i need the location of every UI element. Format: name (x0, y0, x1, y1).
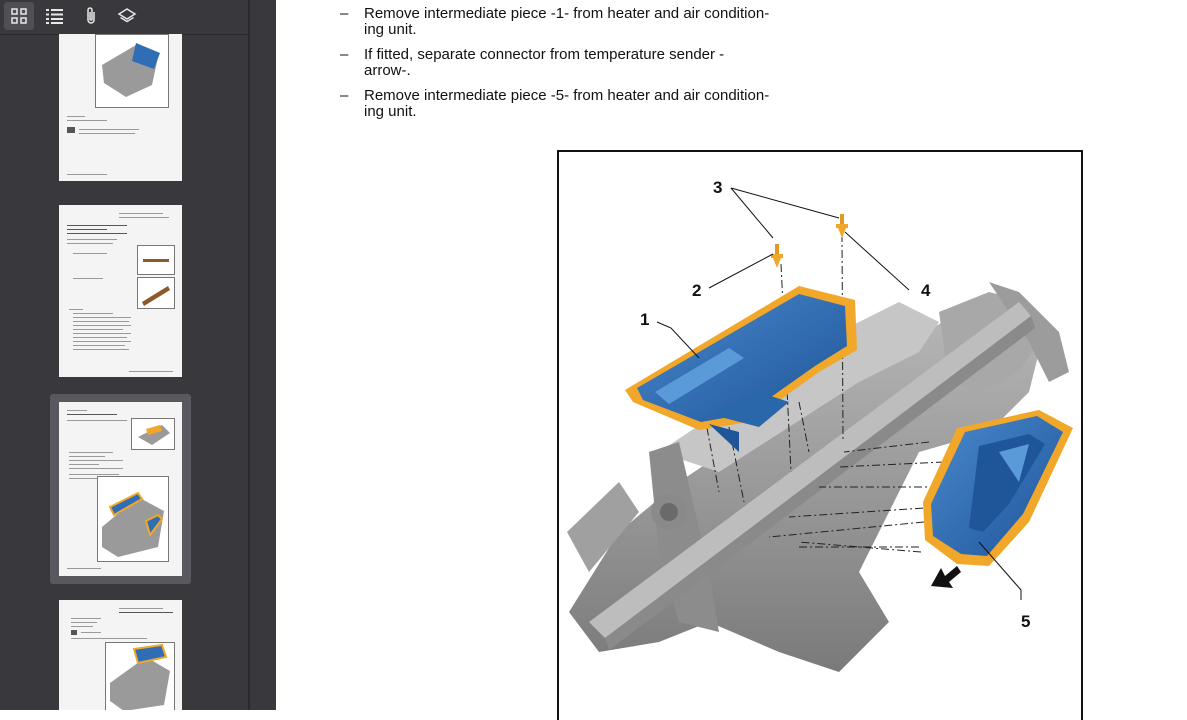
step-text: Remove intermediate piece -1- from heater and air condition-ing unit. (364, 5, 770, 38)
outline-view-button[interactable] (40, 2, 70, 30)
sidebar-toolbar (0, 0, 248, 35)
page-thumbnail-current[interactable] (59, 402, 182, 576)
sidebar-resize-gutter[interactable] (250, 0, 276, 710)
thumbnails-view-button[interactable] (4, 2, 34, 30)
callout-label: 2 (692, 281, 702, 300)
callout-label: 1 (640, 310, 650, 329)
callout-label: 3 (713, 178, 723, 197)
document-steps (340, 6, 800, 129)
callout-label: 5 (1021, 612, 1031, 631)
thumbnail-figure (137, 245, 175, 275)
thumbnail-figure (97, 476, 169, 562)
thumbnail-figure (105, 642, 175, 710)
page-thumbnail[interactable] (59, 34, 182, 181)
thumbnail-figure (95, 34, 169, 108)
grid-icon (10, 7, 28, 25)
instruction-step (340, 88, 784, 120)
thumbnail-figure (131, 418, 175, 450)
assembly-figure (557, 150, 1083, 720)
page-thumbnail[interactable] (59, 600, 182, 710)
arrow-icon (931, 566, 961, 588)
list-icon (45, 7, 65, 25)
thumbnail-sidebar (0, 0, 250, 710)
step-dash: – (340, 46, 349, 63)
layers-view-button[interactable] (112, 2, 142, 30)
page-thumbnail[interactable] (59, 205, 182, 377)
thumbnail-figure (137, 277, 175, 309)
step-text: Remove intermediate piece -5- from heater and air condition-ing unit. (364, 87, 770, 120)
paperclip-icon (83, 6, 99, 26)
callout-label: 4 (921, 281, 931, 300)
step-dash: – (340, 5, 349, 22)
step-text: If fitted, separate connector from temperature sender -arrow-. (364, 46, 725, 79)
instruction-step (340, 47, 744, 79)
step-dash: – (340, 87, 349, 104)
layers-icon (117, 7, 137, 25)
instruction-step (340, 6, 784, 38)
attachments-view-button[interactable] (76, 2, 106, 30)
